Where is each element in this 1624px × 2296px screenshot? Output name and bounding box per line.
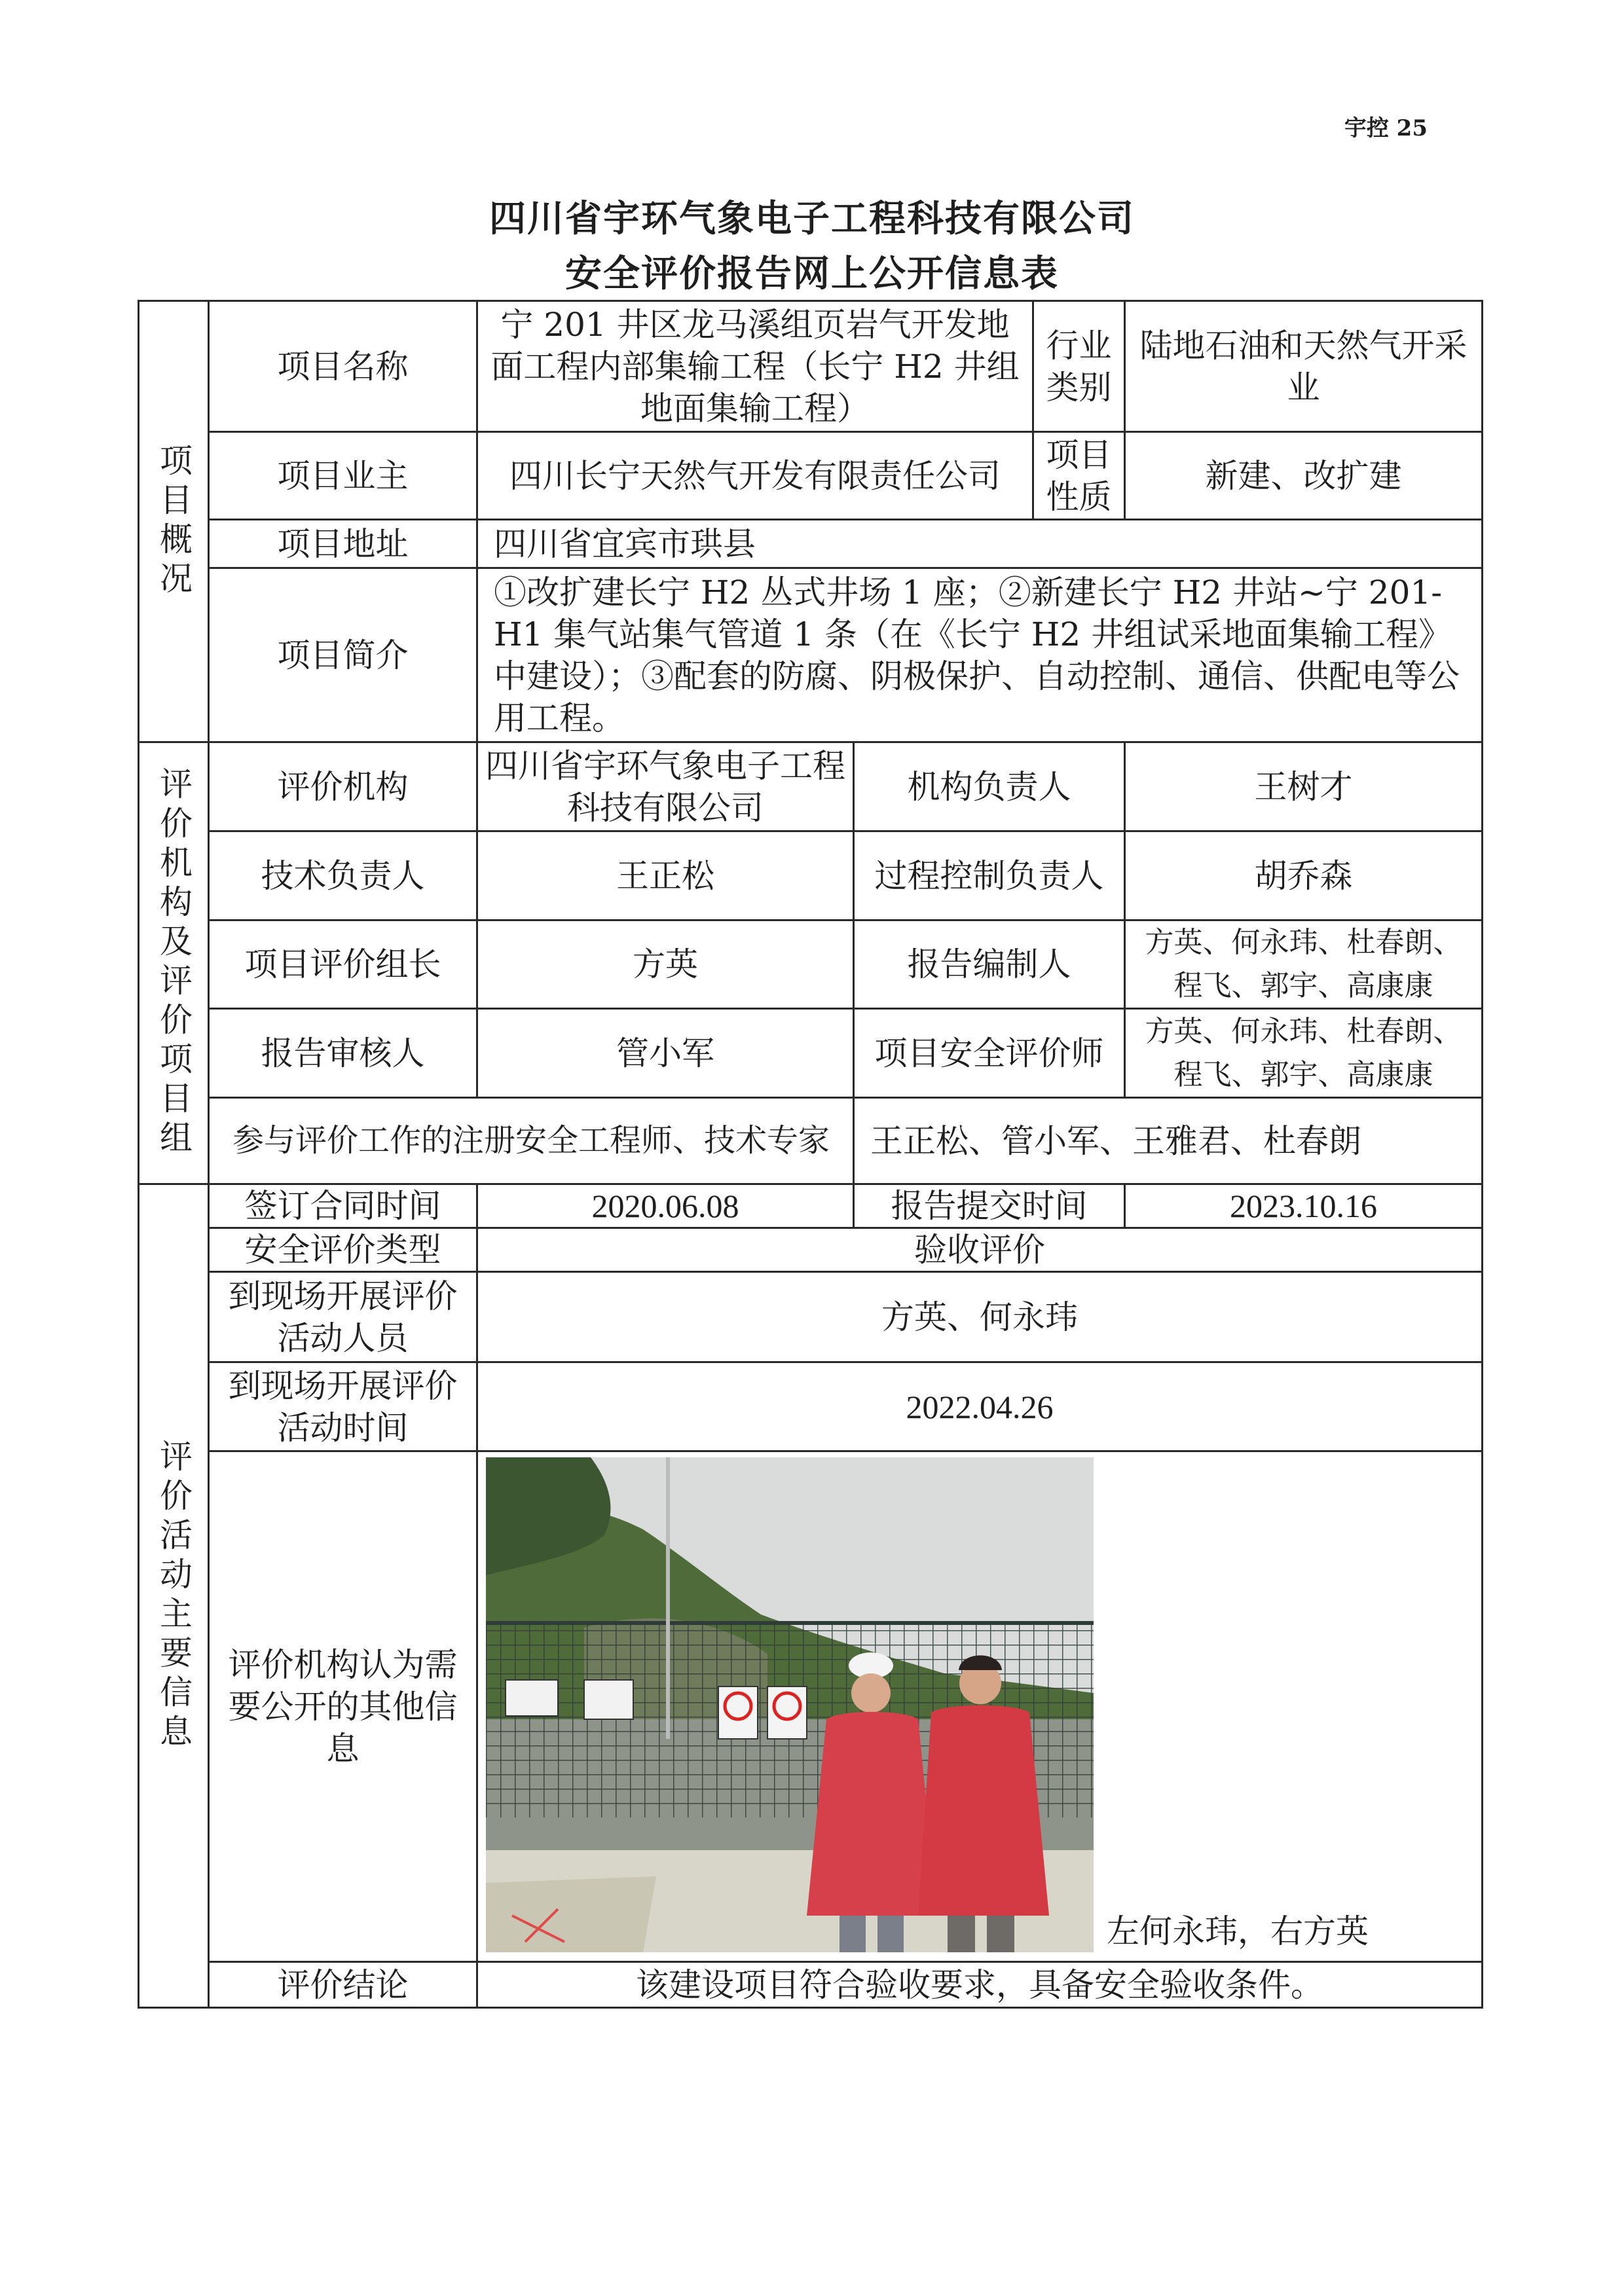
- value-experts: 王正松、管小军、王雅君、杜春朗: [854, 1098, 1483, 1184]
- value-type: 验收评价: [477, 1228, 1483, 1272]
- value-conclusion: 该建设项目符合验收要求，具备安全验收条件。: [477, 1962, 1483, 2008]
- value-writer: 方英、何永玮、杜春朗、程飞、郭宇、高康康: [1125, 920, 1483, 1009]
- value-process: 胡乔森: [1125, 831, 1483, 920]
- title-company: 四川省宇环气象电子工程科技有限公司: [489, 197, 1135, 240]
- site-photo: [486, 1457, 1094, 1952]
- label-time: 到现场开展评价活动时间: [209, 1362, 477, 1451]
- label-contract: 签订合同时间: [209, 1184, 477, 1228]
- value-assessor: 方英、何永玮、杜春朗、程飞、郭宇、高康康: [1125, 1009, 1483, 1098]
- label-owner: 项目业主: [209, 432, 477, 520]
- label-reviewer: 报告审核人: [209, 1009, 477, 1098]
- value-submit: 2023.10.16: [1125, 1184, 1483, 1228]
- label-type: 安全评价类型: [209, 1228, 477, 1272]
- label-writer: 报告编制人: [854, 920, 1125, 1009]
- section-activity: 评价活动主要信息: [139, 1184, 209, 2008]
- value-tech: 王正松: [477, 831, 854, 920]
- info-table: [138, 300, 1483, 2009]
- value-owner: 四川长宁天然气开发有限责任公司: [477, 432, 1033, 520]
- value-project-name: 宁 201 井区龙马溪组页岩气开发地面工程内部集输工程（长宁 H2 井组地面集输工程）: [477, 301, 1033, 432]
- label-project-name: 项目名称: [209, 301, 477, 432]
- label-leader: 项目评价组长: [209, 920, 477, 1009]
- value-org: 四川省宇环气象电子工程科技有限公司: [477, 742, 854, 831]
- value-staff: 方英、何永玮: [477, 1272, 1483, 1362]
- photo-cell: [477, 1451, 1483, 1962]
- section-overview: 项目概况: [139, 301, 209, 742]
- label-process: 过程控制负责人: [854, 831, 1125, 920]
- label-other: 评价机构认为需要公开的其他信息: [209, 1451, 477, 1962]
- value-intro: ①改扩建长宁 H2 丛式井场 1 座；②新建长宁 H2 井站~宁 201-H1 集气站集气管道 1 条（在《长宁 H2 井组试采地面集输工程》中建设）；③配套的防腐、阴极保护、自动控制、通信、供配电等公用工程。: [477, 568, 1483, 742]
- label-org: 评价机构: [209, 742, 477, 831]
- section-agency: 评价机构及评价项目组: [139, 742, 209, 1184]
- value-leader: 方英: [477, 920, 854, 1009]
- value-nature: 新建、改扩建: [1125, 432, 1483, 520]
- label-staff: 到现场开展评价活动人员: [209, 1272, 477, 1362]
- value-reviewer: 管小军: [477, 1009, 854, 1098]
- label-conclusion: 评价结论: [209, 1962, 477, 2008]
- label-submit: 报告提交时间: [854, 1184, 1125, 1228]
- label-assessor: 项目安全评价师: [854, 1009, 1125, 1098]
- value-head: 王树才: [1125, 742, 1483, 831]
- label-address: 项目地址: [209, 520, 477, 568]
- label-nature: 项目性质: [1033, 432, 1125, 520]
- label-experts: 参与评价工作的注册安全工程师、技术专家: [209, 1098, 854, 1184]
- value-industry: 陆地石油和天然气开采业: [1125, 301, 1483, 432]
- label-head: 机构负责人: [854, 742, 1125, 831]
- document-code: 宇控 25: [1344, 115, 1428, 141]
- label-intro: 项目简介: [209, 568, 477, 742]
- value-address: 四川省宜宾市珙县: [477, 520, 1483, 568]
- label-tech: 技术负责人: [209, 831, 477, 920]
- photo-caption: 左何永玮，右方英: [1107, 1912, 1369, 1950]
- photo-container: [478, 1453, 1481, 1960]
- value-contract: 2020.06.08: [477, 1184, 854, 1228]
- title-form: 安全评价报告网上公开信息表: [565, 252, 1059, 295]
- label-industry: 行业类别: [1033, 301, 1125, 432]
- value-time: 2022.04.26: [477, 1362, 1483, 1451]
